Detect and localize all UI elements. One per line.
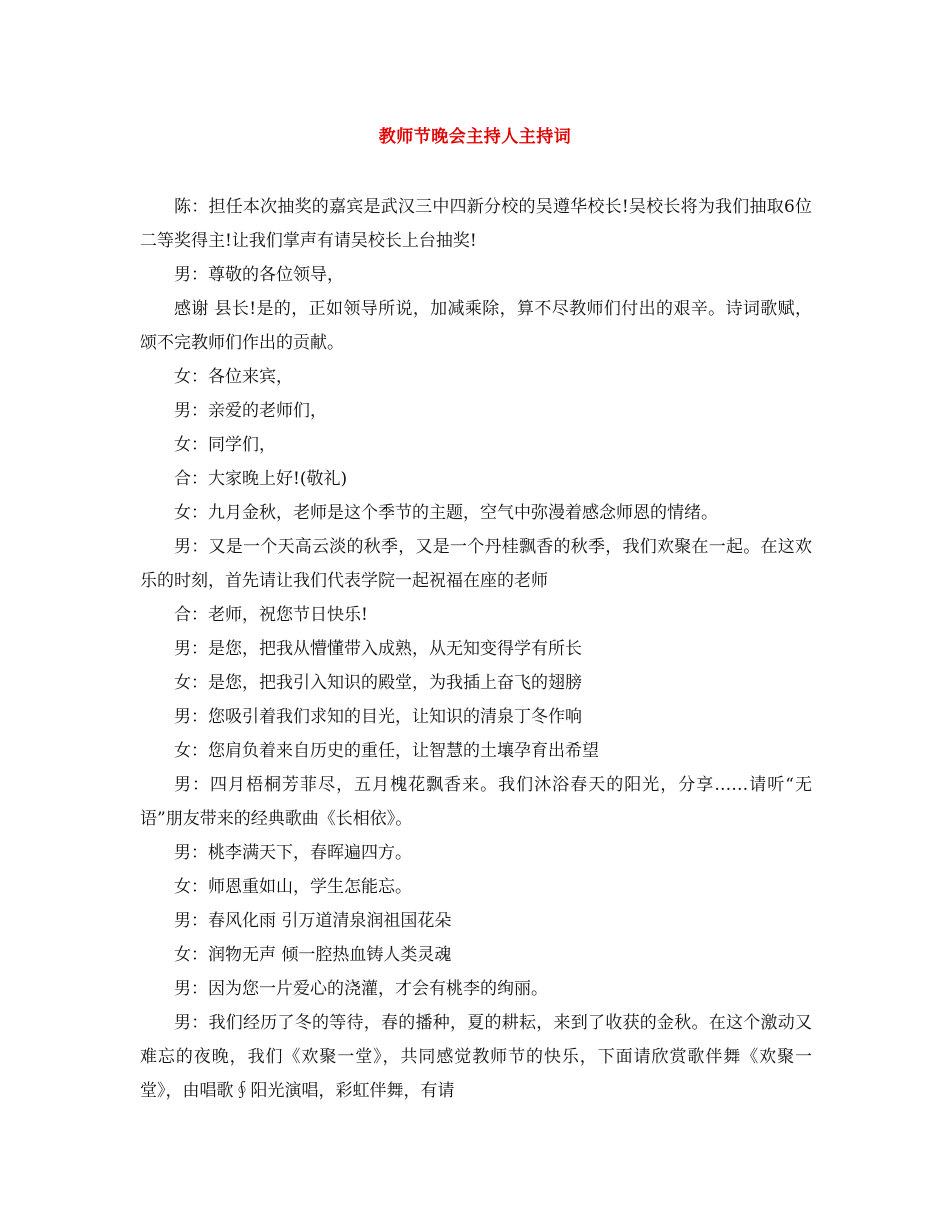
paragraph: 合：大家晚上好!(敬礼): [174, 469, 348, 489]
paragraph: 女：是您，把我引入知识的殿堂，为我插上奋飞的翅膀: [174, 673, 582, 693]
paragraph: 男：春风化雨 引万道清泉润祖国花朵: [174, 911, 452, 931]
paragraph: 陈：担任本次抽奖的嘉宾是武汉三中四新分校的吴遵华校长!吴校长将为我们抽取6位二等奖得主!让我们掌声有请吴校长上台抽奖!: [140, 197, 812, 251]
paragraph: 男：因为您一片爱心的浇灌，才会有桃李的绚丽。: [174, 979, 548, 999]
paragraph: 男：我们经历了冬的等待，春的播种，夏的耕耘，来到了收获的金秋。在这个激动又难忘的夜晚，我们《欢聚一堂》，共同感觉教师节的快乐，下面请欣赏歌伴舞《欢聚一堂》，由唱歌∮阳光演唱，彩虹伴舞，有请: [140, 1013, 812, 1101]
document-title: 教师节晚会主持人主持词: [378, 127, 572, 147]
paragraph: 女：九月金秋，老师是这个季节的主题，空气中弥漫着感念师恩的情绪。: [174, 503, 718, 523]
paragraph: 男：您吸引着我们求知的目光，让知识的清泉丁冬作响: [174, 707, 582, 727]
paragraph: 女：您肩负着来自历史的重任，让智慧的土壤孕育出希望: [174, 741, 599, 761]
paragraph: 女：各位来宾，: [174, 367, 293, 387]
paragraph: 男：亲爱的老师们，: [174, 401, 327, 421]
paragraph: 合：老师，祝您节日快乐!: [174, 605, 368, 625]
paragraph: 女：润物无声 倾一腔热血铸人类灵魂: [174, 945, 452, 965]
paragraph: 男：又是一个天高云淡的秋季，又是一个丹桂飘香的秋季，我们欢聚在一起。在这欢乐的时刻，首先请让我们代表学院一起祝福在座的老师: [140, 537, 812, 591]
paragraph: 男：桃李满天下，春晖遍四方。: [174, 843, 412, 863]
document-body: [140, 190, 812, 1108]
paragraph: 男：四月梧桐芳菲尽，五月槐花飘香来。我们沐浴春天的阳光，分享……请听“无语”朋友带来的经典歌曲《长相依》。: [140, 775, 812, 829]
paragraph: 女：师恩重如山，学生怎能忘。: [174, 877, 412, 897]
paragraph: 男：尊敬的各位领导，: [174, 265, 344, 285]
paragraph: 感谢 县长!是的，正如领导所说，加减乘除，算不尽教师们付出的艰辛。诗词歌赋，颂不完教师们作出的贡献。: [140, 299, 812, 353]
paragraph: 女：同学们，: [174, 435, 276, 455]
paragraph: 男：是您，把我从懵懂带入成熟，从无知变得学有所长: [174, 639, 582, 659]
